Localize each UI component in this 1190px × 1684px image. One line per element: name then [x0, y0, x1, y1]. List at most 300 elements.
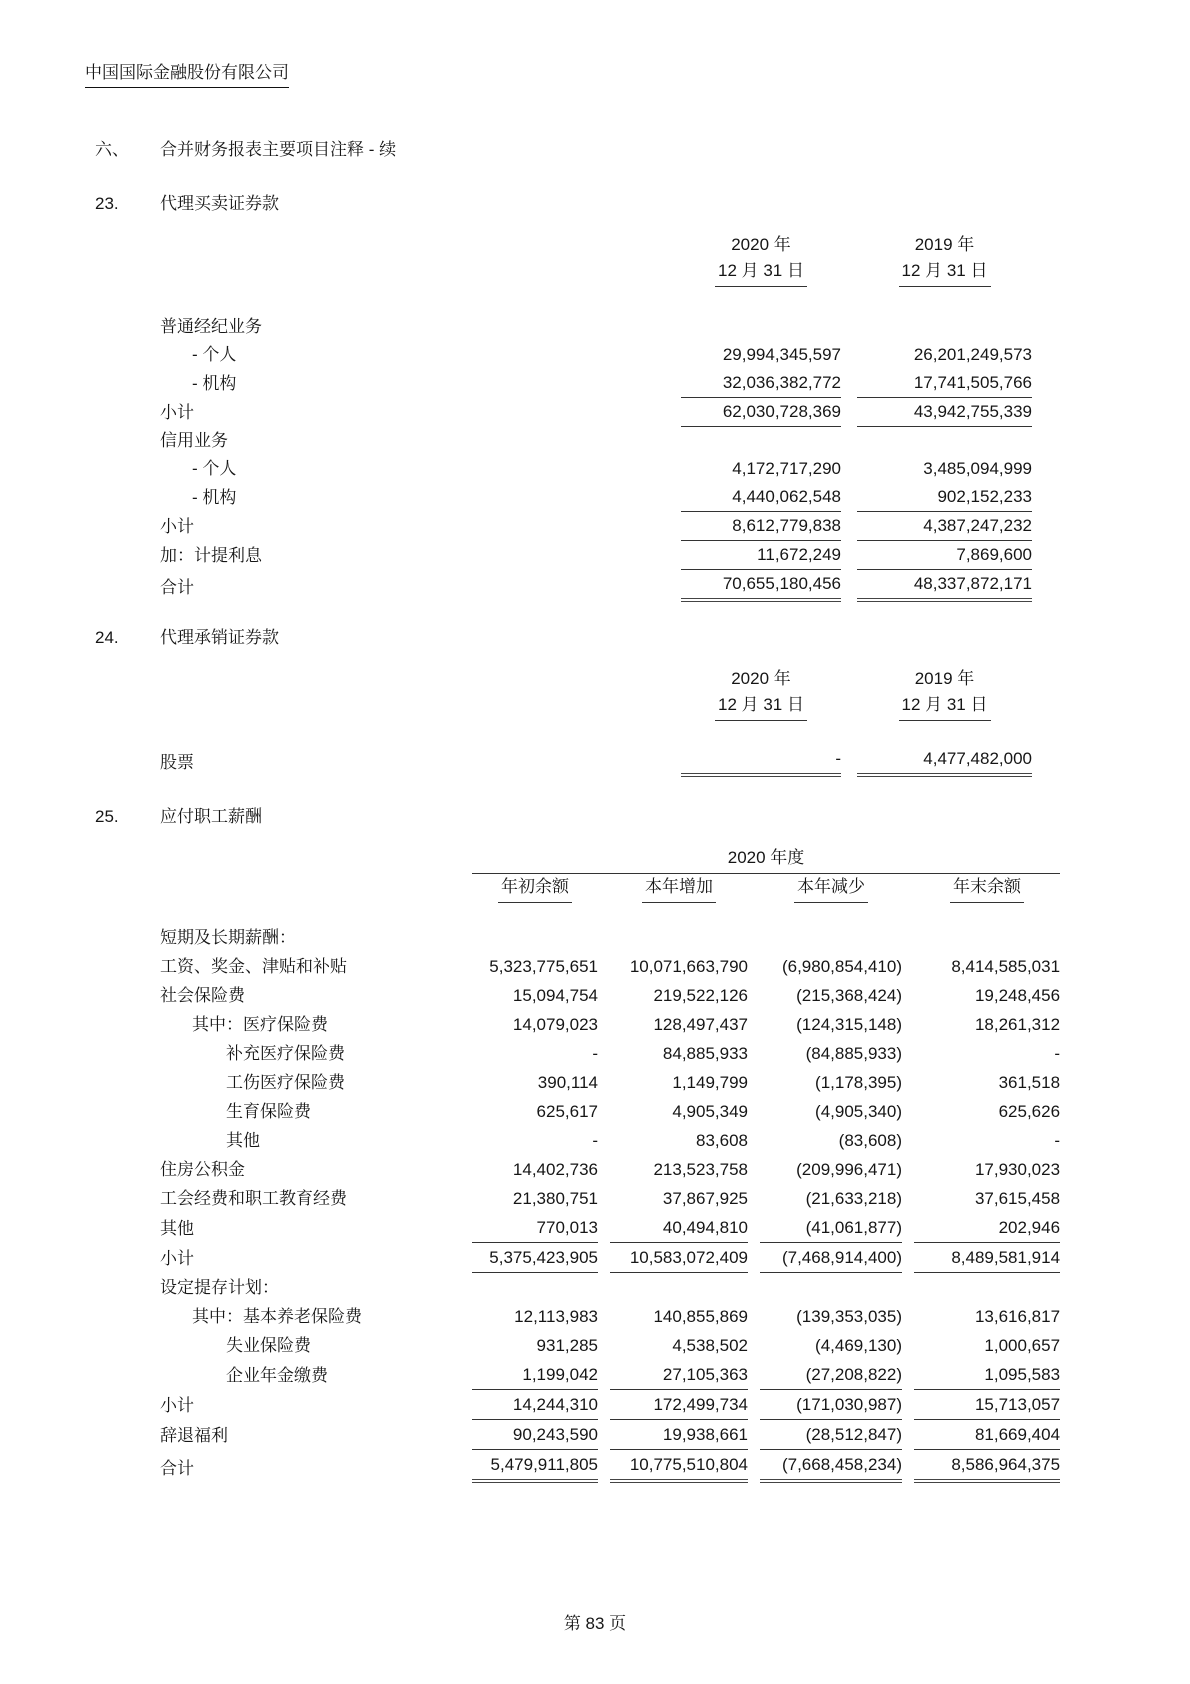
row-label: 其中：医疗保险费: [192, 1015, 328, 1034]
amount-value: 4,538,502: [672, 1336, 748, 1355]
table-row: [160, 1273, 1060, 1302]
amount-cell: [760, 1126, 902, 1155]
amount-value: 8,612,779,838: [681, 512, 841, 541]
company-name: 中国国际金融股份有限公司: [85, 62, 289, 88]
row-label: 小计: [160, 1396, 194, 1415]
header-gap-row: [160, 721, 1032, 745]
amount-value: 1,000,657: [984, 1336, 1061, 1355]
amount-cell: [472, 1213, 598, 1243]
underwriting-payables-table: [144, 666, 1048, 777]
section-23-heading: [85, 192, 1115, 216]
column-header: [760, 874, 902, 903]
column-date-header: [857, 692, 1032, 721]
table-row: [160, 512, 1032, 541]
amount-value: 1,199,042: [472, 1360, 598, 1390]
table-row: [160, 1302, 1060, 1331]
amount-cell: [914, 1097, 1060, 1126]
row-label: 信用业务: [160, 431, 228, 450]
amount-value: (209,996,471): [796, 1160, 902, 1179]
period-header-row: [160, 845, 1060, 874]
column-year-header: 2020 年: [731, 235, 791, 254]
date-header-row: [160, 258, 1032, 287]
amount-cell: [472, 1068, 598, 1097]
amount-value: 19,248,456: [974, 986, 1061, 1005]
amount-value: 1,095,583: [914, 1360, 1060, 1390]
amount-value: [914, 1273, 1060, 1302]
section-25-number: 25.: [95, 807, 119, 826]
amount-cell: [610, 1068, 748, 1097]
amount-cell: [760, 981, 902, 1010]
row-label: 小计: [160, 517, 194, 536]
table-row: [160, 1360, 1060, 1390]
amount-value: 625,626: [998, 1102, 1061, 1121]
amount-value: 140,855,869: [653, 1307, 748, 1326]
amount-value: -: [592, 1044, 598, 1063]
amount-value: 14,244,310: [472, 1390, 598, 1420]
section-23-title: 代理买卖证券款: [160, 194, 279, 213]
row-label: 工伤医疗保险费: [226, 1073, 345, 1092]
header-gap-cell: [160, 287, 1032, 313]
amount-cell: [857, 398, 1032, 427]
amount-value: [681, 427, 841, 455]
amount-cell: [914, 1420, 1060, 1450]
year-header-row: [160, 666, 1032, 692]
period-header-label: 2020 年度: [727, 848, 805, 867]
amount-value: [857, 313, 1032, 341]
column-date-label: 12 月 31 日: [715, 258, 807, 287]
amount-cell: [610, 1273, 748, 1302]
amount-cell: [610, 1097, 748, 1126]
table-row: [160, 570, 1032, 602]
amount-cell: [472, 1360, 598, 1390]
amount-value: -: [1054, 1131, 1061, 1150]
amount-value: 48,337,872,171: [857, 570, 1032, 602]
amount-cell: [472, 981, 598, 1010]
amount-cell: [857, 745, 1032, 777]
amount-value: [760, 923, 902, 952]
amount-value: (41,061,877): [760, 1213, 902, 1243]
amount-value: 390,114: [537, 1073, 598, 1092]
amount-cell: [472, 1155, 598, 1184]
header-spacer-cell: [160, 874, 460, 903]
table-row: [160, 1184, 1060, 1213]
header-gap-cell: [160, 903, 1060, 923]
amount-value: 8,489,581,914: [914, 1243, 1060, 1273]
amount-value: [610, 923, 748, 952]
amount-value: 15,713,057: [914, 1390, 1060, 1420]
amount-value: [610, 1273, 748, 1302]
amount-value: 625,617: [536, 1102, 598, 1121]
header-gap-row: [160, 903, 1060, 923]
amount-value: [914, 923, 1060, 952]
amount-cell: [610, 1243, 748, 1273]
amount-cell: [681, 455, 841, 483]
amount-value: 15,094,754: [512, 986, 598, 1005]
section-25-heading: [85, 805, 1115, 829]
column-date-label: 12 月 31 日: [899, 692, 991, 721]
table-row: [160, 1390, 1060, 1420]
amount-value: 902,152,233: [857, 483, 1032, 512]
amount-cell: [914, 1360, 1060, 1390]
amount-value: 7,869,600: [857, 541, 1032, 570]
amount-cell: [760, 1155, 902, 1184]
amount-value: 90,243,590: [472, 1420, 598, 1450]
amount-value: 32,036,382,772: [681, 369, 841, 398]
row-label: 工会经费和职工教育经费: [160, 1189, 347, 1208]
amount-cell: [857, 483, 1032, 512]
row-label: - 个人: [192, 345, 237, 364]
row-label: 企业年金缴费: [226, 1366, 328, 1385]
table-row: [160, 1450, 1060, 1483]
section-6-title: 合并财务报表主要项目注释 - 续: [160, 140, 397, 159]
amount-value: 128,497,437: [653, 1015, 748, 1034]
amount-value: 4,172,717,290: [732, 459, 841, 478]
amount-cell: [857, 341, 1032, 369]
amount-value: [472, 923, 598, 952]
column-date-header: [857, 258, 1032, 287]
header-spacer-cell: [160, 845, 460, 874]
row-label: 小计: [160, 403, 194, 422]
column-header-row: [160, 874, 1060, 903]
row-label: 设定提存计划：: [160, 1278, 279, 1297]
amount-cell: [610, 1390, 748, 1420]
amount-cell: [760, 1302, 902, 1331]
amount-cell: [472, 1010, 598, 1039]
table-row: [160, 369, 1032, 398]
row-label: 股票: [160, 753, 194, 772]
amount-cell: [610, 1010, 748, 1039]
amount-cell: [760, 1039, 902, 1068]
amount-cell: [760, 1450, 902, 1483]
column-date-label: 12 月 31 日: [715, 692, 807, 721]
section-24-heading: [85, 626, 1115, 650]
section-23-number: 23.: [95, 194, 119, 213]
amount-value: (171,030,987): [760, 1390, 902, 1420]
amount-cell: [914, 1390, 1060, 1420]
amount-cell: [610, 1331, 748, 1360]
amount-value: (28,512,847): [760, 1420, 902, 1450]
column-header-label: 年初余额: [498, 874, 572, 903]
brokerage-client-payables-table: [144, 232, 1048, 602]
amount-value: 27,105,363: [610, 1360, 748, 1390]
amount-cell: [472, 923, 598, 952]
amount-cell: [914, 923, 1060, 952]
amount-cell: [760, 1097, 902, 1126]
amount-cell: [914, 1155, 1060, 1184]
table-row: [160, 455, 1032, 483]
amount-value: [681, 313, 841, 341]
amount-cell: [681, 541, 841, 570]
amount-cell: [610, 1155, 748, 1184]
column-date-header: [681, 692, 841, 721]
amount-cell: [914, 1302, 1060, 1331]
column-header-label: 本年增加: [642, 874, 716, 903]
amount-value: (84,885,933): [805, 1044, 902, 1063]
amount-value: 770,013: [472, 1213, 598, 1243]
amount-cell: [472, 1390, 598, 1420]
amount-value: (7,468,914,400): [760, 1243, 902, 1273]
amount-cell: [760, 1243, 902, 1273]
amount-value: 40,494,810: [610, 1213, 748, 1243]
table-row: [160, 1243, 1060, 1273]
amount-value: (83,608): [838, 1131, 902, 1150]
amount-value: 70,655,180,456: [681, 570, 841, 602]
amount-cell: [472, 1097, 598, 1126]
amount-value: 8,414,585,031: [951, 957, 1061, 976]
table-row: [160, 398, 1032, 427]
amount-value: 37,615,458: [974, 1189, 1061, 1208]
amount-cell: [857, 427, 1032, 455]
employee-compensation-table: [148, 845, 1072, 1483]
amount-cell: [681, 341, 841, 369]
table-row: [160, 1010, 1060, 1039]
amount-value: 14,079,023: [512, 1015, 598, 1034]
amount-cell: [914, 1450, 1060, 1483]
amount-cell: [914, 1184, 1060, 1213]
amount-value: 17,741,505,766: [857, 369, 1032, 398]
amount-cell: [610, 1450, 748, 1483]
row-label: 普通经纪业务: [160, 317, 262, 336]
amount-cell: [760, 1390, 902, 1420]
row-label: 其他: [160, 1219, 194, 1238]
table-row: [160, 541, 1032, 570]
amount-value: (1,178,395): [815, 1073, 902, 1092]
row-label: 工资、奖金、津贴和补贴: [160, 957, 347, 976]
amount-cell: [914, 1331, 1060, 1360]
row-label: 补充医疗保险费: [226, 1044, 345, 1063]
amount-cell: [681, 512, 841, 541]
amount-value: 213,523,758: [653, 1160, 748, 1179]
row-label: 社会保险费: [160, 986, 245, 1005]
amount-value: 202,946: [914, 1213, 1060, 1243]
amount-cell: [857, 570, 1032, 602]
date-header-row: [160, 692, 1032, 721]
amount-cell: [914, 1010, 1060, 1039]
amount-value: 1,149,799: [672, 1073, 748, 1092]
amount-cell: [914, 1126, 1060, 1155]
amount-value: (6,980,854,410): [781, 957, 902, 976]
amount-value: 10,583,072,409: [610, 1243, 748, 1273]
column-header-label: 年末余额: [950, 874, 1024, 903]
amount-value: 5,375,423,905: [472, 1243, 598, 1273]
table-row: [160, 483, 1032, 512]
amount-cell: [857, 541, 1032, 570]
table-row: [160, 1068, 1060, 1097]
amount-cell: [610, 1184, 748, 1213]
table-row: [160, 1213, 1060, 1243]
amount-value: (21,633,218): [805, 1189, 902, 1208]
header-spacer-cell: [160, 258, 665, 287]
amount-cell: [610, 1126, 748, 1155]
amount-cell: [857, 512, 1032, 541]
table-row: [160, 952, 1060, 981]
amount-value: (4,469,130): [815, 1336, 902, 1355]
table-row: [160, 427, 1032, 455]
amount-cell: [610, 923, 748, 952]
amount-cell: [681, 398, 841, 427]
table-row: [160, 923, 1060, 952]
amount-cell: [472, 1039, 598, 1068]
amount-value: (7,668,458,234): [760, 1450, 902, 1483]
amount-value: 18,261,312: [974, 1015, 1061, 1034]
amount-cell: [857, 313, 1032, 341]
amount-cell: [760, 1068, 902, 1097]
amount-value: [857, 427, 1032, 455]
amount-value: 43,942,755,339: [857, 398, 1032, 427]
row-label: 加：计提利息: [160, 546, 262, 565]
row-label: 合计: [160, 578, 194, 597]
column-date-label: 12 月 31 日: [899, 258, 991, 287]
amount-cell: [472, 1450, 598, 1483]
table-row: [160, 745, 1032, 777]
row-label: 失业保险费: [226, 1336, 311, 1355]
row-label: - 机构: [192, 488, 237, 507]
table-row: [160, 313, 1032, 341]
amount-cell: [681, 313, 841, 341]
amount-cell: [610, 1039, 748, 1068]
amount-value: 219,522,126: [653, 986, 748, 1005]
amount-cell: [681, 427, 841, 455]
table-row: [160, 981, 1060, 1010]
column-year-header: 2019 年: [914, 669, 975, 688]
amount-value: 17,930,023: [974, 1160, 1061, 1179]
amount-cell: [760, 1213, 902, 1243]
row-label: 生育保险费: [226, 1102, 311, 1121]
amount-value: 62,030,728,369: [681, 398, 841, 427]
amount-cell: [610, 1302, 748, 1331]
column-year-header: 2019 年: [914, 235, 975, 254]
header-gap-cell: [160, 721, 1032, 745]
header-gap-row: [160, 287, 1032, 313]
amount-value: [472, 1273, 598, 1302]
amount-cell: [610, 1360, 748, 1390]
amount-cell: [760, 952, 902, 981]
amount-cell: [472, 1331, 598, 1360]
amount-value: 5,479,911,805: [472, 1450, 598, 1483]
column-year-header: 2020 年: [731, 669, 791, 688]
amount-value: 37,867,925: [662, 1189, 748, 1208]
amount-value: 13,616,817: [974, 1307, 1061, 1326]
amount-value: 3,485,094,999: [923, 459, 1032, 478]
row-label: 小计: [160, 1249, 194, 1268]
amount-cell: [472, 1126, 598, 1155]
amount-cell: [610, 952, 748, 981]
section-24-number: 24.: [95, 628, 119, 647]
row-label: 其中：基本养老保险费: [192, 1307, 362, 1326]
amount-cell: [681, 369, 841, 398]
amount-cell: [914, 952, 1060, 981]
amount-value: 14,402,736: [512, 1160, 598, 1179]
period-header-cell: [472, 845, 1060, 874]
header-spacer-cell: [160, 232, 665, 258]
column-header: [610, 874, 748, 903]
amount-value: 931,285: [536, 1336, 598, 1355]
table-row: [160, 1039, 1060, 1068]
amount-value: [760, 1273, 902, 1302]
amount-cell: [914, 1273, 1060, 1302]
amount-value: 11,672,249: [681, 541, 841, 570]
row-label: 短期及长期薪酬：: [160, 928, 296, 947]
amount-cell: [681, 570, 841, 602]
amount-value: (215,368,424): [796, 986, 902, 1005]
amount-value: 4,477,482,000: [857, 745, 1032, 777]
amount-cell: [610, 1213, 748, 1243]
amount-value: 10,775,510,804: [610, 1450, 748, 1483]
amount-cell: [760, 1184, 902, 1213]
amount-cell: [610, 981, 748, 1010]
column-header: [914, 874, 1060, 903]
amount-value: (124,315,148): [796, 1015, 902, 1034]
table-row: [160, 1126, 1060, 1155]
page-number: 第 83 页: [563, 1614, 627, 1633]
amount-value: 12,113,983: [514, 1307, 598, 1326]
amount-value: -: [681, 745, 841, 777]
section-25-title: 应付职工薪酬: [160, 807, 262, 826]
row-label: - 个人: [192, 459, 237, 478]
table-row: [160, 1097, 1060, 1126]
amount-value: 29,994,345,597: [722, 345, 841, 364]
amount-cell: [760, 1331, 902, 1360]
amount-cell: [857, 455, 1032, 483]
amount-cell: [472, 1302, 598, 1331]
amount-value: 83,608: [696, 1131, 748, 1150]
amount-cell: [914, 1243, 1060, 1273]
amount-value: 84,885,933: [662, 1044, 748, 1063]
amount-cell: [914, 1039, 1060, 1068]
amount-cell: [681, 745, 841, 777]
amount-cell: [610, 1420, 748, 1450]
amount-cell: [914, 1068, 1060, 1097]
header-spacer-cell: [160, 692, 665, 721]
amount-cell: [914, 1213, 1060, 1243]
amount-cell: [472, 952, 598, 981]
amount-value: (139,353,035): [796, 1307, 902, 1326]
amount-value: 10,071,663,790: [629, 957, 748, 976]
row-label: 其他: [226, 1131, 260, 1150]
amount-cell: [472, 1420, 598, 1450]
section-6-heading: [85, 138, 1115, 162]
amount-value: 4,905,349: [672, 1102, 748, 1121]
column-header-label: 本年减少: [794, 874, 868, 903]
section-6-number: 六、: [95, 140, 129, 159]
amount-value: 26,201,249,573: [913, 345, 1032, 364]
amount-value: 5,323,775,651: [489, 957, 598, 976]
amount-value: (27,208,822): [760, 1360, 902, 1390]
row-label: 辞退福利: [160, 1426, 228, 1445]
amount-value: (4,905,340): [815, 1102, 902, 1121]
amount-value: -: [592, 1131, 598, 1150]
row-label: 合计: [160, 1459, 194, 1478]
amount-value: -: [1054, 1044, 1061, 1063]
amount-value: 4,440,062,548: [681, 483, 841, 512]
amount-value: 361,518: [998, 1073, 1061, 1092]
year-header-row: [160, 232, 1032, 258]
amount-cell: [760, 1420, 902, 1450]
amount-value: 4,387,247,232: [857, 512, 1032, 541]
amount-value: 21,380,751: [512, 1189, 598, 1208]
column-date-header: [681, 258, 841, 287]
amount-cell: [857, 369, 1032, 398]
table-row: [160, 341, 1032, 369]
amount-value: 172,499,734: [610, 1390, 748, 1420]
row-label: - 机构: [192, 374, 237, 393]
table-row: [160, 1155, 1060, 1184]
column-header: [472, 874, 598, 903]
row-label: 住房公积金: [160, 1160, 245, 1179]
table-row: [160, 1331, 1060, 1360]
section-24-title: 代理承销证券款: [160, 628, 279, 647]
amount-cell: [760, 1360, 902, 1390]
